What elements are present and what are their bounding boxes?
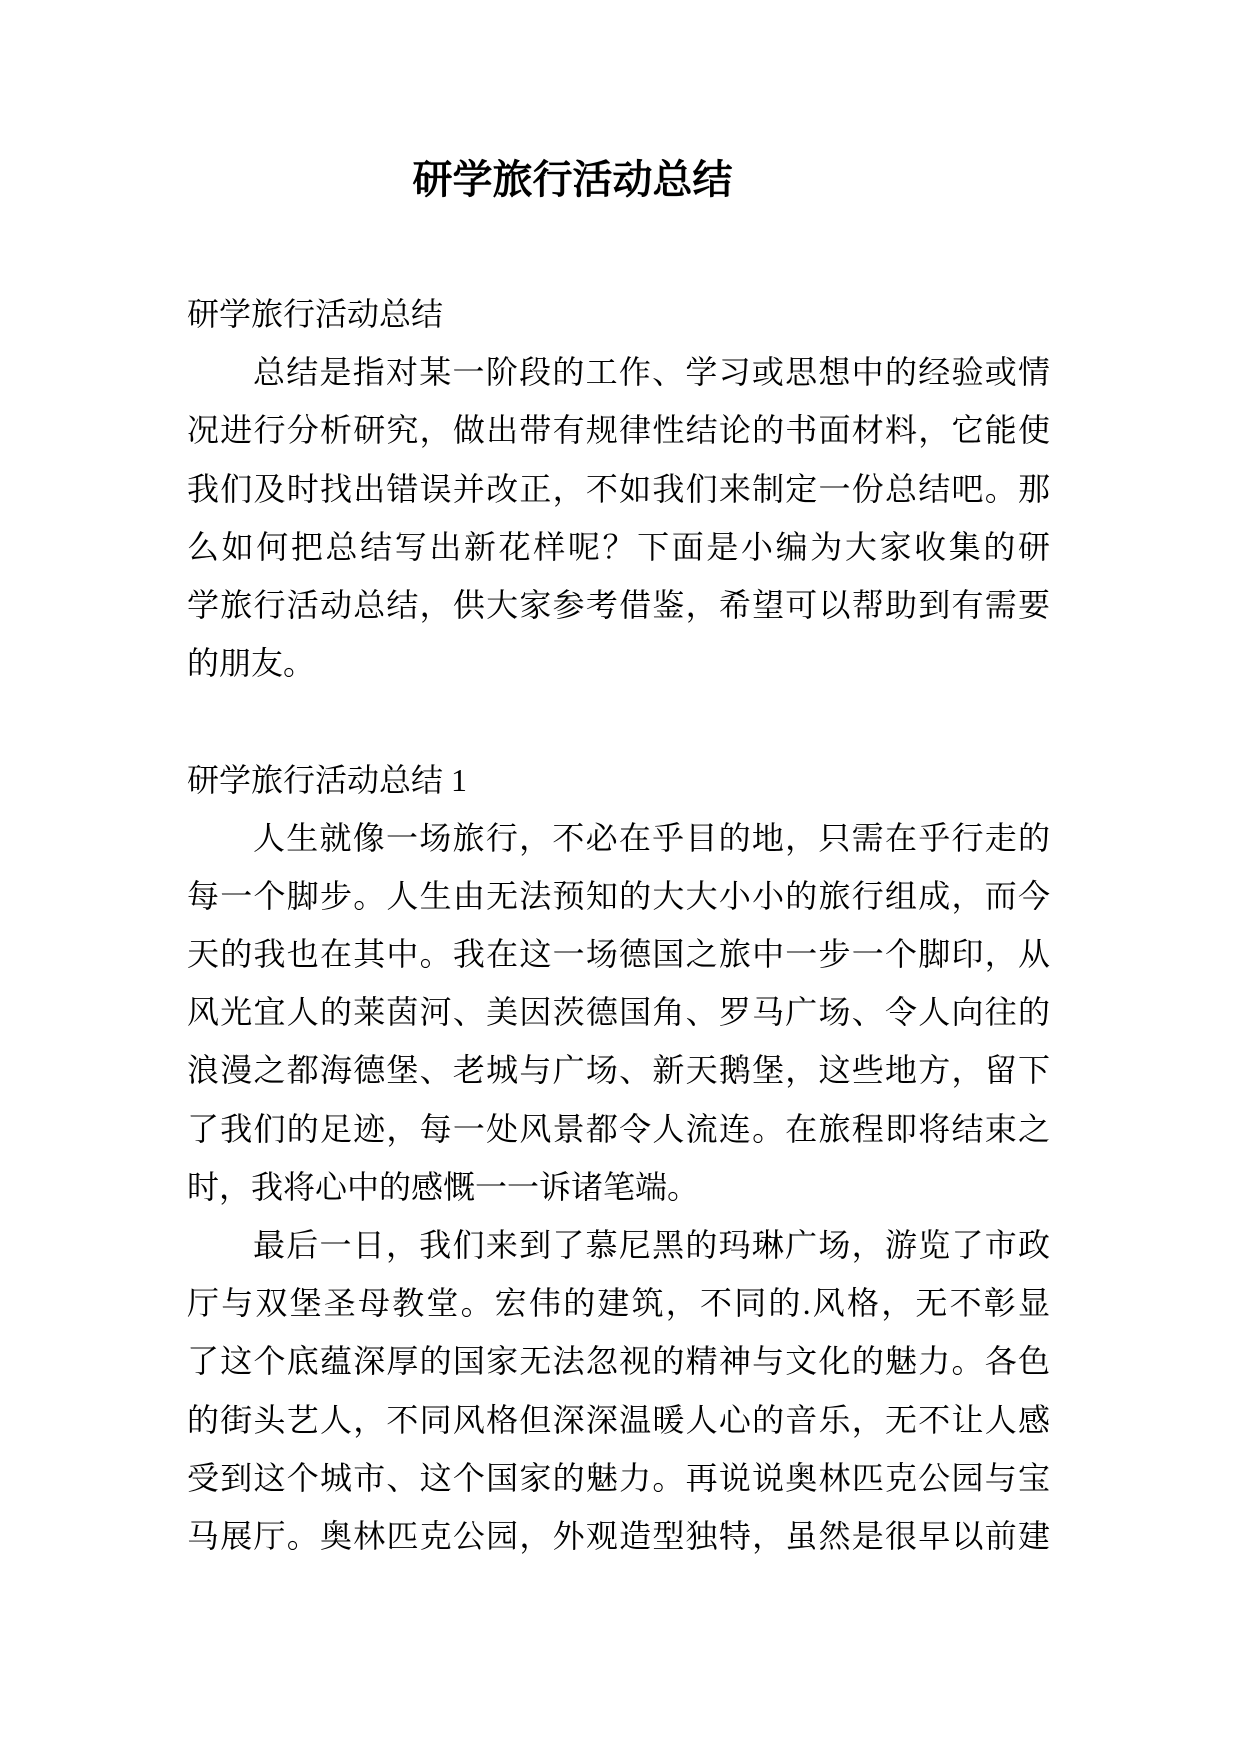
text-line: 学旅行活动总结，供大家参考借鉴，希望可以帮助到有需要 bbox=[187, 586, 1050, 623]
text-line: 马展厅。奥林匹克公园，外观造型独特，虽然是很早以前建 bbox=[187, 1517, 1050, 1554]
text-line: 总结是指对某一阶段的工作、学习或思想中的经验或情 bbox=[253, 354, 1050, 391]
text-line: 么如何把总结写出新花样呢？下面是小编为大家收集的研 bbox=[187, 528, 1050, 565]
text-line: 我们及时找出错误并改正，不如我们来制定一份总结吧。那 bbox=[187, 470, 1050, 507]
text-line: 的朋友。 bbox=[187, 645, 316, 682]
document-heading: 研学旅行活动总结 bbox=[412, 157, 733, 202]
text-line: 每一个脚步。人生由无法预知的大大小小的旅行组成，而今 bbox=[187, 877, 1050, 914]
text-line: 了这个底蕴深厚的国家无法忽视的精神与文化的魅力。各色 bbox=[187, 1343, 1050, 1380]
text-line: 厅与双堡圣母教堂。宏伟的建筑，不同的.风格，无不彰显 bbox=[187, 1285, 1050, 1322]
text-line: 风光宜人的莱茵河、美因茨德国角、罗马广场、令人向往的 bbox=[187, 994, 1050, 1031]
text-line: 浪漫之都海德堡、老城与广场、新天鹅堡，这些地方，留下 bbox=[187, 1052, 1050, 1089]
text-line: 人生就像一场旅行，不必在乎目的地，只需在乎行走的 bbox=[253, 819, 1050, 856]
text-line: 最后一日，我们来到了慕尼黑的玛琳广场，游览了市政 bbox=[253, 1227, 1050, 1263]
text-line: 了我们的足迹，每一处风景都令人流连。在旅程即将结束之 bbox=[187, 1110, 1050, 1147]
text-line: 天的我也在其中。我在这一场德国之旅中一步一个脚印，从 bbox=[187, 936, 1050, 973]
spacer-line bbox=[187, 692, 1050, 750]
section-label: 研学旅行活动总结 bbox=[187, 296, 444, 332]
text-line: 受到这个城市、这个国家的魅力。再说说奥林匹克公园与宝 bbox=[187, 1459, 1050, 1496]
text-line: 况进行分析研究，做出带有规律性结论的书面材料，它能使 bbox=[187, 412, 1050, 449]
text-line: 的街头艺人，不同风格但深深温暖人心的音乐，无不让人感 bbox=[187, 1401, 1050, 1438]
section-label: 研学旅行活动总结 1 bbox=[187, 761, 468, 798]
text-line: 时，我将心中的感慨一一诉诸笔端。 bbox=[187, 1168, 700, 1205]
document-body bbox=[187, 285, 1050, 1565]
